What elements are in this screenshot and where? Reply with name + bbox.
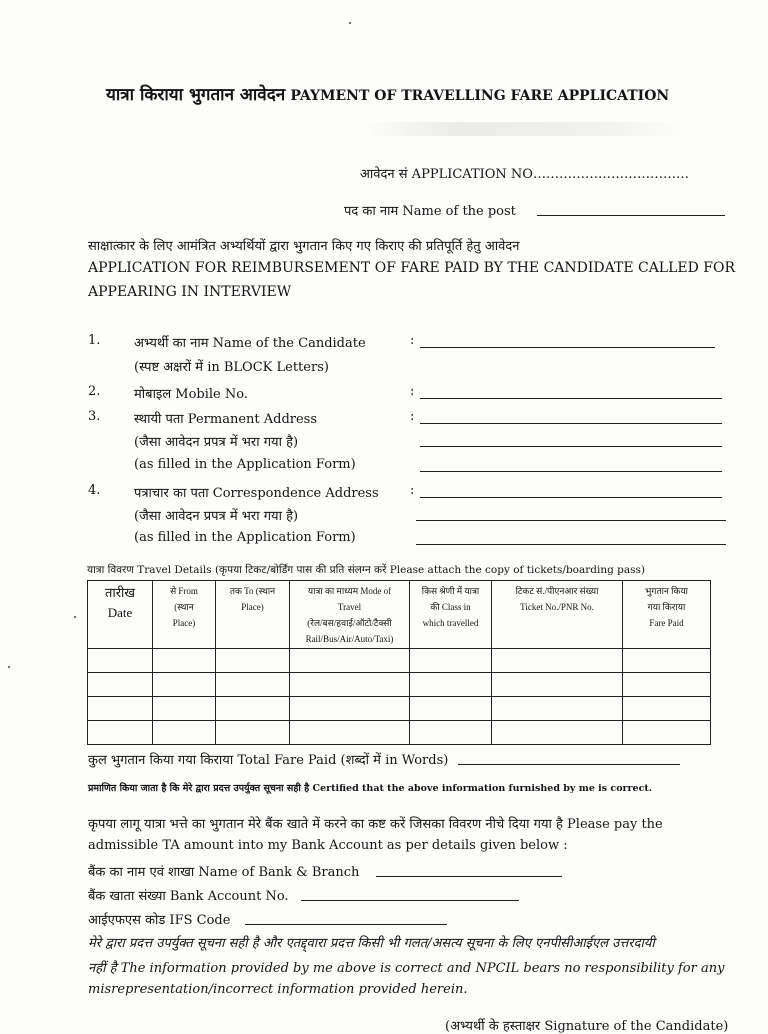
table-row (88, 721, 711, 745)
intro-hindi: साक्षात्कार के लिए आमंत्रित अभ्यर्थियों द्वारा भुगतान किए गए किराए की प्रतिपूर्ति हेतु आवेदन (88, 239, 520, 254)
table-cell[interactable] (290, 649, 410, 673)
mode-header-line1: यात्रा का माध्यम Mode of (307, 586, 392, 596)
class-header-line1: किस श्रेणी में यात्रा (421, 586, 480, 596)
scan-speck (349, 22, 351, 24)
table-cell[interactable] (410, 721, 492, 745)
table-cell[interactable] (216, 697, 290, 721)
date-header-english: Date (107, 605, 133, 620)
application-no-label: आवेदन सं APPLICATION NO……………………………… (360, 167, 689, 182)
mode-header-line2: Travel (337, 602, 362, 612)
field-2-number: 2. (88, 384, 101, 399)
fare-header-line1: भुगतान किया (645, 586, 688, 596)
ifs-code-field[interactable] (245, 924, 447, 925)
table-cell[interactable] (492, 697, 623, 721)
correspondence-address-label: पत्राचार का पता Correspondence Address (134, 486, 379, 501)
table-row (88, 649, 711, 673)
total-fare-field[interactable] (458, 764, 680, 765)
candidate-name-label: अभ्यर्थी का नाम Name of the Candidate (134, 336, 366, 351)
table-cell[interactable] (290, 697, 410, 721)
intro-english-line1: APPLICATION FOR REIMBURSEMENT OF FARE PAID BY THE CANDIDATE CALLED FOR (88, 260, 736, 276)
from-header-line1: से From (170, 586, 198, 596)
colon: : (410, 384, 415, 399)
table-cell[interactable] (88, 673, 153, 697)
table-cell[interactable] (290, 673, 410, 697)
column-header-class (410, 581, 492, 649)
table-cell[interactable] (623, 649, 711, 673)
table-cell[interactable] (153, 697, 216, 721)
permanent-address-sublabel-hindi: (जैसा आवेदन प्रपत्र में भरा गया है) (134, 435, 299, 450)
scan-speck (74, 616, 76, 618)
scan-speck (8, 666, 10, 668)
table-cell[interactable] (623, 673, 711, 697)
permanent-address-label: स्थायी पता Permanent Address (134, 412, 318, 427)
colon: : (410, 409, 415, 424)
table-cell[interactable] (216, 649, 290, 673)
table-cell[interactable] (88, 697, 153, 721)
to-header-line2: Place) (241, 602, 264, 612)
bank-name-label: बैंक का नाम एवं शाखा Name of Bank & Branch (88, 865, 360, 880)
travel-details-table (87, 580, 711, 745)
ticket-header-line1: टिकट सं./पीएनआर संख्या (515, 586, 599, 596)
table-row (88, 673, 711, 697)
certification-statement: प्रमाणित किया जाता है कि मेरे द्वारा प्रदत्त उपर्युक्त सूचना सही है Certified that the above information furnished by me is correct. (88, 783, 653, 794)
correspondence-address-field-line1[interactable] (420, 497, 722, 498)
table-cell[interactable] (153, 649, 216, 673)
candidate-name-sublabel: (स्पष्ट अक्षरों में in BLOCK Letters) (134, 360, 329, 375)
colon: : (410, 333, 415, 348)
field-3-number: 3. (88, 409, 101, 424)
account-no-label: बैंक खाता संख्या Bank Account No. (88, 889, 289, 904)
column-header-mode (290, 581, 410, 649)
total-fare-label: कुल भुगतान किया गया किराया Total Fare Paid (शब्दों में in Words) (88, 753, 449, 768)
table-header-row (88, 581, 711, 649)
table-cell[interactable] (492, 649, 623, 673)
from-header-line3: Place) (172, 618, 196, 628)
class-header-line2: की Class in (430, 602, 471, 612)
date-header-hindi: तारीख (104, 585, 136, 600)
correspondence-address-sublabel-hindi: (जैसा आवेदन प्रपत्र में भरा गया है) (134, 509, 299, 524)
correspondence-address-sublabel-english: (as filled in the Application Form) (134, 530, 356, 545)
form-title (106, 82, 669, 105)
declaration-line2 (88, 958, 724, 976)
table-cell[interactable] (153, 673, 216, 697)
post-name-label: पद का नाम Name of the post (344, 204, 516, 219)
table-cell[interactable] (216, 673, 290, 697)
column-header-to (216, 581, 290, 649)
field-1-number: 1. (88, 333, 101, 348)
table-cell[interactable] (153, 721, 216, 745)
account-no-field[interactable] (301, 900, 519, 901)
scan-smudge (360, 122, 690, 136)
bank-name-field[interactable] (376, 876, 562, 877)
travel-details-caption: यात्रा विवरण Travel Details (कृपया टिकट/बोर्डिंग पास की प्रति संलग्न करें Please attach the copy of tickets/boarding pass) (87, 564, 646, 576)
column-header-fare (623, 581, 711, 649)
table-cell[interactable] (88, 649, 153, 673)
permanent-address-field-line3[interactable] (420, 471, 722, 472)
mobile-field[interactable] (420, 398, 722, 399)
column-header-ticket (492, 581, 623, 649)
permanent-address-field-line2[interactable] (420, 446, 722, 447)
table-cell[interactable] (216, 721, 290, 745)
declaration-line2-english: The information provided by me above is correct and NPCIL bears no responsibility for any (116, 961, 725, 976)
declaration-line2-hindi: नहीं है (88, 961, 117, 976)
table-cell[interactable] (290, 721, 410, 745)
column-header-date (88, 581, 153, 649)
declaration-line3: misrepresentation/incorrect information provided herein. (88, 982, 468, 997)
table-row (88, 697, 711, 721)
mode-header-line4: Rail/Bus/Air/Auto/Taxi) (305, 634, 394, 644)
permanent-address-field-line1[interactable] (420, 423, 722, 424)
from-header-line2: (स्थान (174, 602, 194, 612)
to-header-line1: तक To (स्थान (229, 586, 276, 596)
table-cell[interactable] (88, 721, 153, 745)
title-hindi: यात्रा किराया भुगतान आवेदन (106, 85, 286, 105)
signature-label: (अभ्यर्थी के हस्ताक्षर Signature of the Candidate) (445, 1019, 729, 1034)
mobile-label: मोबाइल Mobile No. (134, 387, 248, 402)
correspondence-address-field-line3[interactable] (416, 544, 726, 545)
declaration-line1: मेरे द्वारा प्रदत्त उपर्युक्त सूचना सही है और एतद्द्वारा प्रदत्त किसी भी गलत/असत्य सूचना के लिए एनपीसीआईएल उत्तरदायी (88, 936, 655, 951)
ticket-header-line2: Ticket No./PNR No. (520, 602, 594, 612)
class-header-line3: which travelled (422, 618, 479, 628)
correspondence-address-field-line2[interactable] (416, 520, 726, 521)
field-4-number: 4. (88, 483, 101, 498)
intro-english-line2: APPEARING IN INTERVIEW (88, 284, 292, 300)
column-header-from (153, 581, 216, 649)
fare-header-line2: गया किराया (647, 602, 686, 612)
table-cell[interactable] (410, 697, 492, 721)
table-cell[interactable] (410, 649, 492, 673)
fare-header-line3: Fare Paid (649, 618, 684, 628)
table-cell[interactable] (623, 697, 711, 721)
bank-request-line2: admissible TA amount into my Bank Account as per details given below : (88, 838, 568, 853)
permanent-address-sublabel-english: (as filled in the Application Form) (134, 457, 356, 472)
bank-request-line1: कृपया लागू यात्रा भत्ते का भुगतान मेरे बैंक खाते में करने का कष्ट करें जिसका विवरण नीचे दिया गया है Please pay the (88, 817, 663, 832)
table-cell[interactable] (623, 721, 711, 745)
title-english: PAYMENT OF TRAVELLING FARE APPLICATION (290, 88, 670, 104)
table-cell[interactable] (410, 673, 492, 697)
post-name-field[interactable] (537, 215, 725, 216)
ifs-code-label: आईएफएस कोड IFS Code (88, 913, 231, 928)
table-cell[interactable] (492, 673, 623, 697)
colon: : (410, 483, 415, 498)
candidate-name-field[interactable] (420, 347, 715, 348)
mode-header-line3: (रेल/बस/हवाई/ऑटो/टैक्सी (307, 618, 392, 628)
table-cell[interactable] (492, 721, 623, 745)
